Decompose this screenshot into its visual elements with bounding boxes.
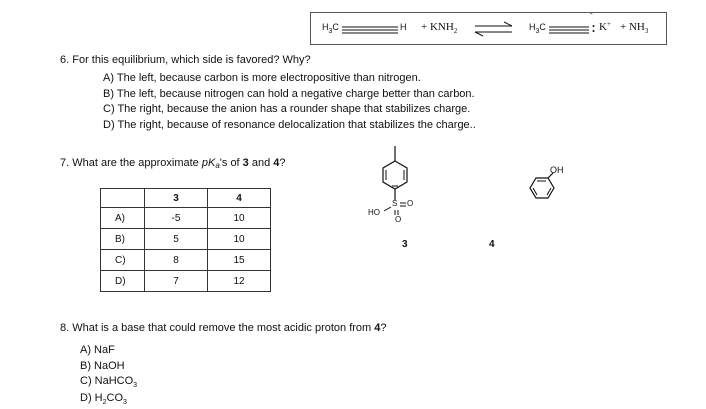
pka-value-4: 10 [208,229,271,250]
row-label: D) [101,271,145,292]
q8-option-c[interactable]: C) NaHCO$_3$ [80,375,138,389]
molecule-3-label: 3 [402,239,408,250]
pka-value-4: 10 [208,208,271,229]
pka-value-4: 12 [208,271,271,292]
q8-option-b[interactable]: B) NaOH [80,359,125,372]
pka-header-blank [101,189,145,208]
reactant-h: H [400,22,407,32]
carbanion-charge: - [590,9,593,18]
q8-prompt: 8. What is a base that could remove the most acidic proton from 4? [60,322,387,334]
q8-option-d[interactable]: D) $H_2CO_3$ [80,391,127,406]
pka-header-3: 3 [145,189,208,208]
q6-option-d[interactable]: D) The right, because of resonance delocalization that stabilizes the charge.. [103,118,476,131]
row-label: B) [101,229,145,250]
pka-table [100,188,271,292]
pka-value-3: -5 [145,208,208,229]
q8-option-a[interactable]: A) NaF [80,344,115,356]
pka-value-3: 7 [145,271,208,292]
product-triple-bond [549,26,589,34]
molecule-3-o-bottom: O [395,215,402,224]
table-row[interactable] [101,250,271,271]
reagent-knh2: + $KNH_2$ [421,21,458,35]
pka-value-3: 8 [145,250,208,271]
table-row[interactable] [101,271,271,292]
row-label: A) [101,208,145,229]
equilibrium-arrows [474,22,514,36]
molecule-3-o-right: O [407,199,414,208]
molecule-3-ho: HO [368,208,380,217]
molecule-3-s: S [392,199,398,208]
molecule-4-label: 4 [489,239,495,250]
table-row[interactable] [101,229,271,250]
q8-options [80,343,137,407]
product-kplus: K+ [599,20,611,33]
pka-value-3: 5 [145,229,208,250]
q6-option-b[interactable]: B) The left, because nitrogen can hold a negative charge better than carbon. [103,87,475,100]
reactant-triple-bond [342,26,398,34]
table-row[interactable] [101,208,271,229]
pka-header-4: 4 [208,189,271,208]
product-nh3: + $NH_3$ [620,21,649,35]
molecule-4-oh: OH [550,165,564,175]
molecule-4-structure [528,172,558,202]
reactant-methyl: $H_3C$ [322,22,339,35]
q6-option-c[interactable]: C) The right, because the anion has a rounder shape that stabilizes charge. [103,103,471,115]
q6-options [103,71,476,133]
carbanion-lone-pair [592,24,595,34]
q7-prompt: 7. What are the approximate pKa's of 3 and 4? [60,157,286,170]
q6-prompt: 6. For this equilibrium, which side is favored? Why? [60,54,311,66]
q6-option-a[interactable]: A) The left, because carbon is more electropositive than nitrogen. [103,72,421,84]
pka-value-4: 15 [208,250,271,271]
pka-table-header [101,189,271,208]
row-label: C) [101,250,145,271]
product-methyl: $H_3C$ [529,22,546,35]
